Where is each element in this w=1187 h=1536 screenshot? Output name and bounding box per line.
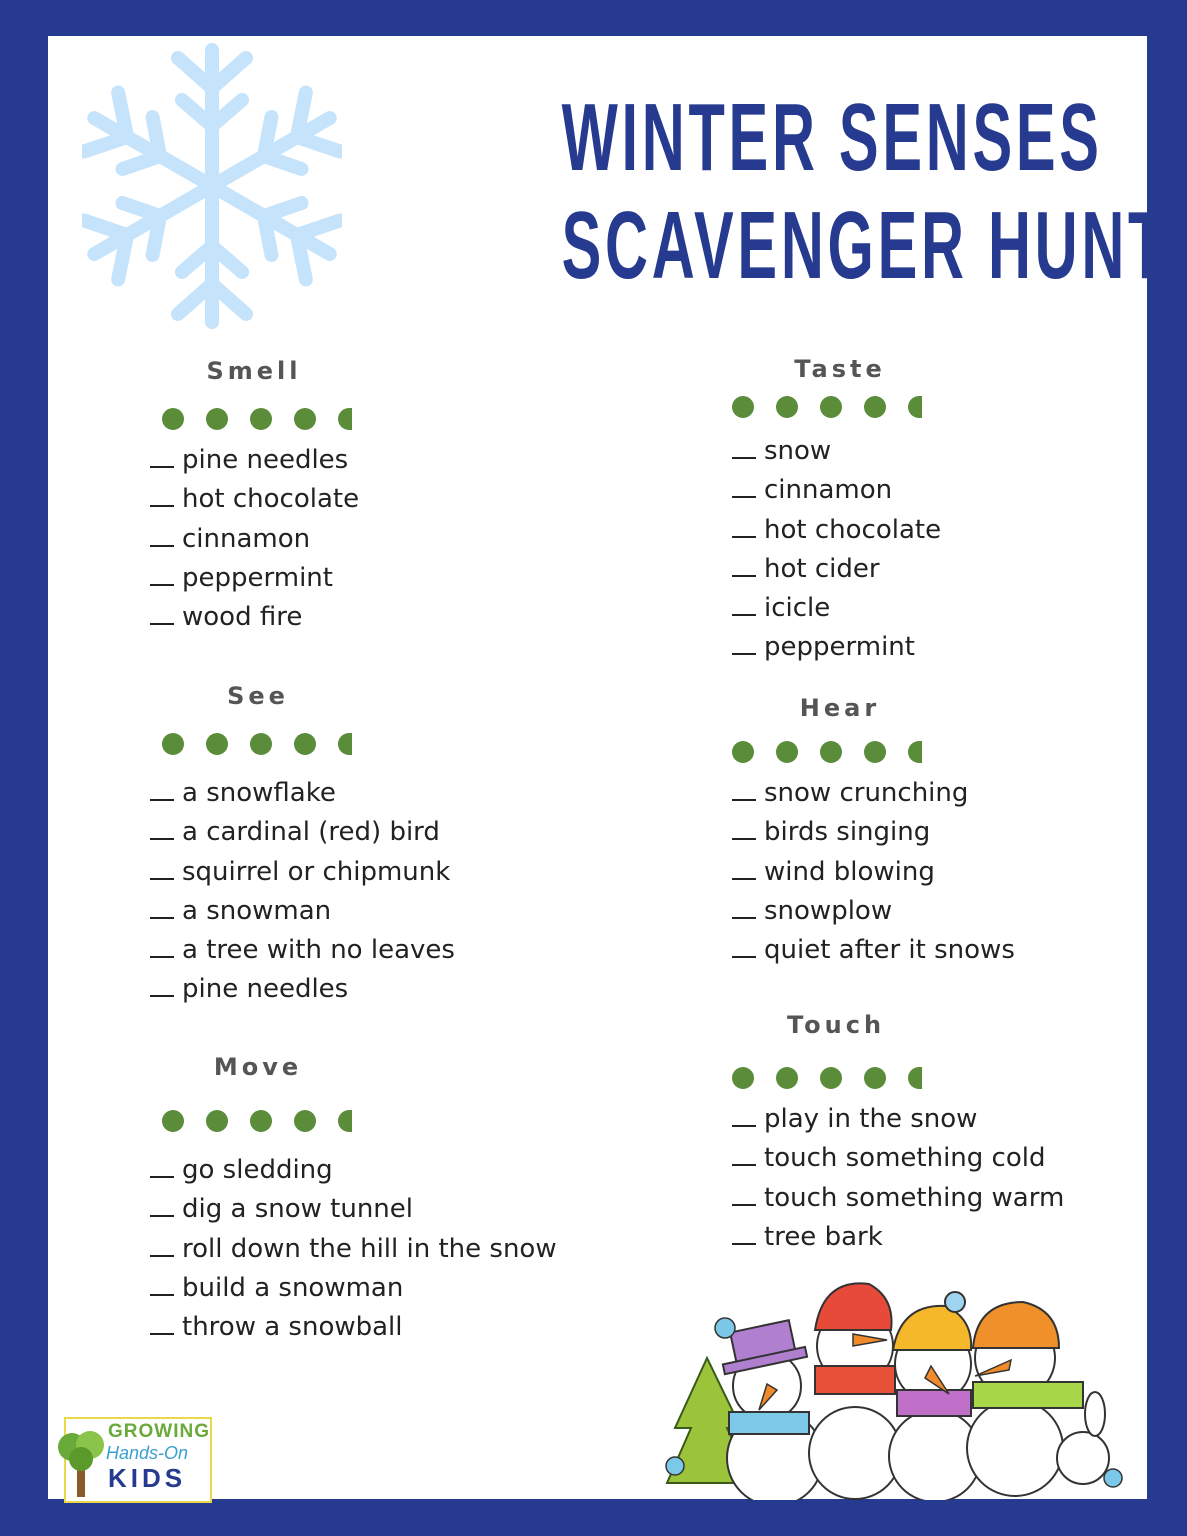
- dot: [338, 408, 352, 430]
- checkbox-blank[interactable]: [150, 1156, 174, 1178]
- list-item: a cardinal (red) bird: [150, 813, 455, 852]
- dot-divider-taste: [732, 396, 922, 418]
- checkbox-blank[interactable]: [150, 858, 174, 880]
- checkbox-blank[interactable]: [150, 1195, 174, 1217]
- checkbox-blank[interactable]: [732, 1144, 756, 1166]
- dot-divider-hear: [732, 741, 922, 763]
- section-heading-hear: Hear: [799, 694, 881, 722]
- section-hear: [730, 693, 950, 723]
- list-item: a tree with no leaves: [150, 931, 455, 970]
- dot-divider-see: [162, 733, 352, 755]
- checkbox-blank[interactable]: [732, 936, 756, 958]
- section-see: [148, 681, 368, 711]
- logo-growing: GROWING: [108, 1421, 210, 1442]
- list-item: touch something warm: [732, 1179, 1064, 1218]
- dot: [338, 1110, 352, 1132]
- checkbox-blank[interactable]: [732, 594, 756, 616]
- dot: [776, 396, 798, 418]
- dot: [162, 1110, 184, 1132]
- checkbox-blank[interactable]: [732, 476, 756, 498]
- dot: [864, 396, 886, 418]
- dot: [820, 741, 842, 763]
- list-item: wood fire: [150, 598, 359, 637]
- dot-divider-touch: [732, 1067, 922, 1089]
- title-line-1: WINTER SENSES: [561, 84, 1103, 191]
- checkbox-blank[interactable]: [732, 858, 756, 880]
- list-item: a snowflake: [150, 774, 455, 813]
- dot-divider-smell: [162, 408, 352, 430]
- list-item: snow crunching: [732, 774, 1015, 813]
- list-item: wind blowing: [732, 853, 1015, 892]
- section-heading-smell: Smell: [206, 357, 302, 385]
- page-title: [561, 84, 1169, 300]
- dot: [294, 1110, 316, 1132]
- checkbox-blank[interactable]: [150, 564, 174, 586]
- checkbox-blank[interactable]: [150, 525, 174, 547]
- list-item: hot chocolate: [150, 480, 359, 519]
- section-heading-move: Move: [213, 1053, 303, 1081]
- dot: [820, 396, 842, 418]
- dot: [864, 741, 886, 763]
- section-taste: [730, 354, 950, 384]
- list-item: dig a snow tunnel: [150, 1190, 557, 1229]
- snowflake-icon: [82, 40, 342, 332]
- list-item: snowplow: [732, 892, 1015, 931]
- checklist-touch: [732, 1100, 1064, 1257]
- checkbox-blank[interactable]: [150, 1235, 174, 1257]
- dot: [338, 733, 352, 755]
- dot: [732, 1067, 754, 1089]
- list-item: cinnamon: [150, 520, 359, 559]
- section-smell: [144, 356, 364, 386]
- section-heading-touch: Touch: [786, 1011, 886, 1039]
- checklist-taste: [732, 432, 941, 668]
- list-item: snow: [732, 432, 941, 471]
- list-item: pine needles: [150, 970, 455, 1009]
- list-item: peppermint: [732, 628, 941, 667]
- dot: [732, 741, 754, 763]
- list-item: hot chocolate: [732, 511, 941, 550]
- list-item: roll down the hill in the snow: [150, 1230, 557, 1269]
- dot: [776, 1067, 798, 1089]
- dot: [776, 741, 798, 763]
- dot: [250, 1110, 272, 1132]
- checkbox-blank[interactable]: [732, 516, 756, 538]
- checkbox-blank[interactable]: [150, 485, 174, 507]
- list-item: play in the snow: [732, 1100, 1064, 1139]
- dot: [162, 408, 184, 430]
- section-touch: [726, 1010, 946, 1040]
- tree-icon: [52, 1425, 110, 1497]
- dot: [250, 408, 272, 430]
- list-item: peppermint: [150, 559, 359, 598]
- list-item: pine needles: [150, 441, 359, 480]
- checkbox-blank[interactable]: [150, 779, 174, 801]
- list-item: quiet after it snows: [732, 931, 1015, 970]
- list-item: throw a snowball: [150, 1308, 557, 1347]
- dot: [206, 408, 228, 430]
- section-move: [148, 1052, 368, 1082]
- dot: [908, 1067, 922, 1089]
- checkbox-blank[interactable]: [732, 633, 756, 655]
- checkbox-blank[interactable]: [150, 1274, 174, 1296]
- list-item: birds singing: [732, 813, 1015, 852]
- list-item: a snowman: [150, 892, 455, 931]
- checkbox-blank[interactable]: [732, 818, 756, 840]
- logo-kids: KIDS: [108, 1463, 187, 1493]
- dot: [250, 733, 272, 755]
- dot: [864, 1067, 886, 1089]
- checkbox-blank[interactable]: [732, 1184, 756, 1206]
- checkbox-blank[interactable]: [150, 818, 174, 840]
- list-item: cinnamon: [732, 471, 941, 510]
- checklist-smell: [150, 441, 359, 637]
- snowmen-illustration: [655, 1278, 1135, 1500]
- growing-hands-on-kids-logo: [52, 1413, 208, 1499]
- dot: [820, 1067, 842, 1089]
- dot: [294, 408, 316, 430]
- checkbox-blank[interactable]: [732, 1105, 756, 1127]
- list-item: hot cider: [732, 550, 941, 589]
- dot: [206, 1110, 228, 1132]
- checkbox-blank[interactable]: [732, 1223, 756, 1245]
- checkbox-blank[interactable]: [732, 437, 756, 459]
- list-item: touch something cold: [732, 1139, 1064, 1178]
- list-item: build a snowman: [150, 1269, 557, 1308]
- logo-hands-on: Hands-On: [106, 1443, 189, 1463]
- dot: [908, 396, 922, 418]
- checklist-see: [150, 774, 455, 1010]
- section-heading-taste: Taste: [794, 355, 886, 383]
- title-line-2: SCAVENGER HUNT: [561, 192, 1169, 299]
- dot: [732, 396, 754, 418]
- checkbox-blank[interactable]: [150, 446, 174, 468]
- dot-divider-move: [162, 1110, 352, 1132]
- checkbox-blank[interactable]: [150, 1313, 174, 1335]
- checkbox-blank[interactable]: [732, 897, 756, 919]
- dot: [162, 733, 184, 755]
- dot: [206, 733, 228, 755]
- checklist-hear: [732, 774, 1015, 970]
- checkbox-blank[interactable]: [150, 603, 174, 625]
- dot: [908, 741, 922, 763]
- list-item: squirrel or chipmunk: [150, 853, 455, 892]
- checkbox-blank[interactable]: [150, 975, 174, 997]
- checkbox-blank[interactable]: [732, 779, 756, 801]
- checkbox-blank[interactable]: [732, 555, 756, 577]
- checkbox-blank[interactable]: [150, 936, 174, 958]
- list-item: go sledding: [150, 1151, 557, 1190]
- checklist-move: [150, 1151, 557, 1347]
- checkbox-blank[interactable]: [150, 897, 174, 919]
- section-heading-see: See: [227, 682, 289, 710]
- dot: [294, 733, 316, 755]
- list-item: icicle: [732, 589, 941, 628]
- list-item: tree bark: [732, 1218, 1064, 1257]
